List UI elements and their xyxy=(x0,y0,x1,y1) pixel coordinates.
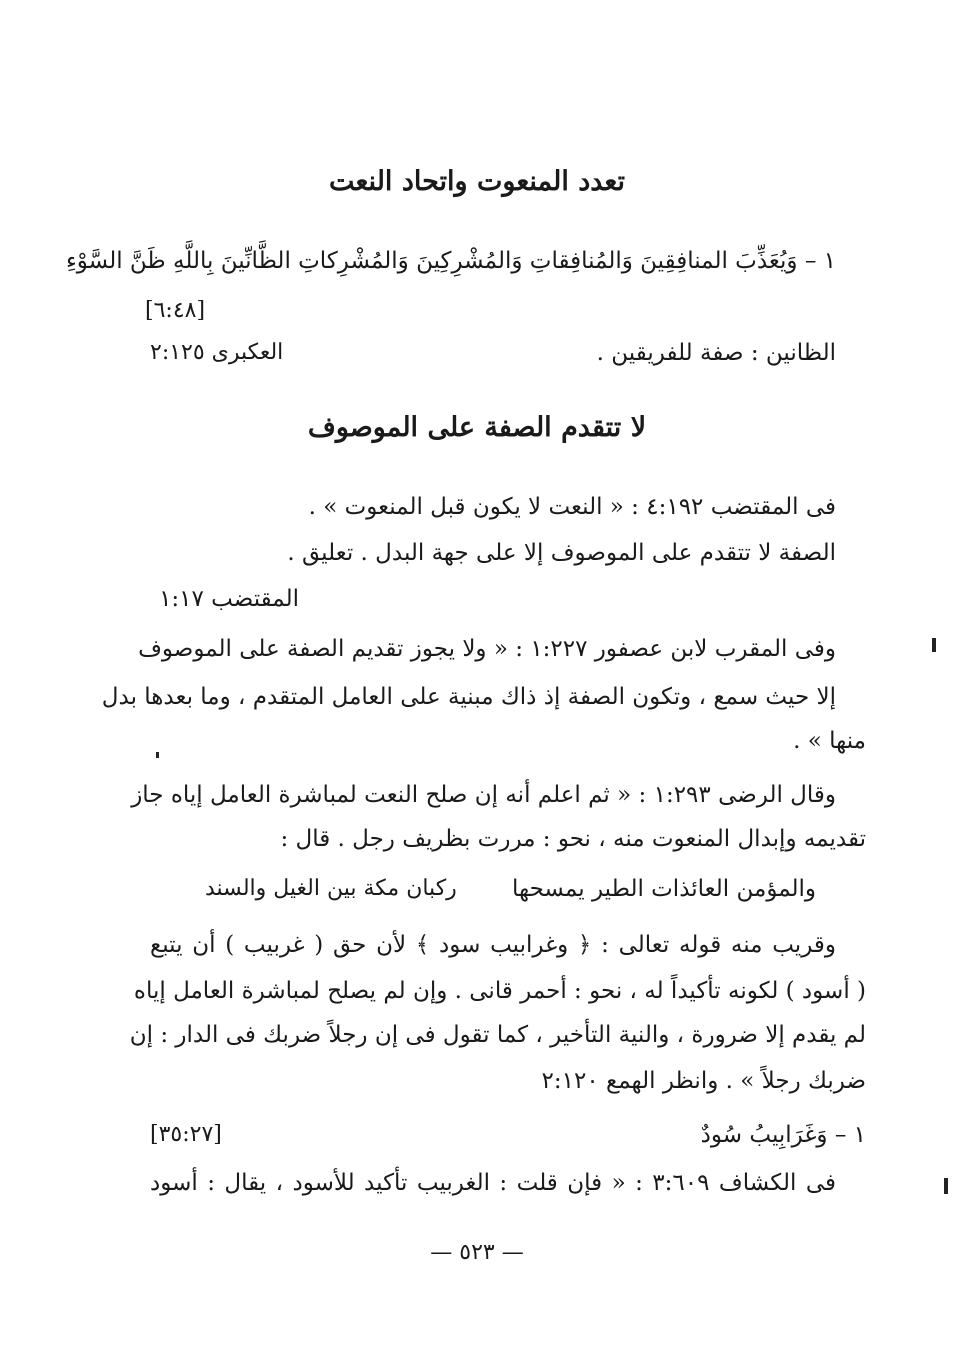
verse-line-2: ١ – وَغَرَابِيبُ سُودٌ xyxy=(700,1122,866,1148)
paragraph-line: إلا حيث سمع ، وتكون الصفة إذ ذاك مبنية على العامل المتقدم ، وما بعدها بدل xyxy=(101,684,836,710)
paragraph-line: ضربك رجلاً » . وانظر الهمع ٢:١٢٠ xyxy=(541,1068,866,1094)
paragraph-line: فى الكشاف ٣:٦٠٩ : « فإن قلت : الغربيب تأكيد للأسود ، يقال : أسود xyxy=(150,1170,836,1196)
page-number: — ٥٢٣ — xyxy=(430,1240,524,1265)
note-source: العكبرى ٢:١٢٥ xyxy=(150,340,284,365)
paragraph-line: وفى المقرب لابن عصفور ١:٢٢٧ : « ولا يجوز تقديم الصفة على الموصوف xyxy=(138,636,836,662)
note-line: الظانين : صفة للفريقين . xyxy=(596,340,836,366)
section-heading-2: لا تتقدم الصفة على الموصوف xyxy=(307,412,647,443)
poem-hemistich-2: ركبان مكة بين الغيل والسند xyxy=(205,876,457,901)
paragraph-line: منها » . xyxy=(793,728,866,754)
paragraph-line: فى المقتضب ٤:١٩٢ : « النعت لا يكون قبل المنعوت » . xyxy=(308,494,836,520)
verse-reference-1: [٦:٤٨] xyxy=(145,298,206,323)
verse-line-1: ١ – وَيُعَذِّبَ المنافِقِينَ وَالمُنافِقاتِ وَالمُشْرِكِينَ وَالمُشْرِكاتِ الظَّانِّينَ بِاللَّهِ ظَنَّ السَّوْءِ xyxy=(65,248,836,274)
paragraph-line: الصفة لا تتقدم على الموصوف إلا على جهة البدل . تعليق . xyxy=(287,540,836,566)
poem-hemistich-1: والمؤمن العائذات الطير يمسحها xyxy=(511,876,816,902)
paragraph-line: لم يقدم إلا ضرورة ، والنية التأخير ، كما تقول فى إن رجلاً ضربك فى الدار : إن xyxy=(129,1022,866,1048)
source-reference: المقتضب ١:١٧ xyxy=(159,586,299,612)
scan-mark xyxy=(944,1178,948,1194)
section-heading-1: تعدد المنعوت واتحاد النعت xyxy=(329,166,625,197)
paragraph-line: وقال الرضى ١:٢٩٣ : « ثم اعلم أنه إن صلح النعت لمباشرة العامل إياه جاز xyxy=(131,782,836,808)
paragraph-line: ( أسود ) لكونه تأكيداً له ، نحو : أحمر قانى . وإن لم يصلح لمباشرة العامل إياه xyxy=(133,978,866,1004)
paragraph-line: تقديمه وإبدال المنعوت منه ، نحو : مررت بظريف رجل . قال : xyxy=(280,826,866,852)
paragraph-line: وقريب منه قوله تعالى : ﴿ وغرابيب سود ﴾ لأن حق ( غربيب ) أن يتبع xyxy=(150,932,836,958)
scan-mark xyxy=(932,638,936,652)
scan-mark xyxy=(156,752,159,758)
verse-reference-2: [٣٥:٢٧] xyxy=(150,1122,222,1147)
